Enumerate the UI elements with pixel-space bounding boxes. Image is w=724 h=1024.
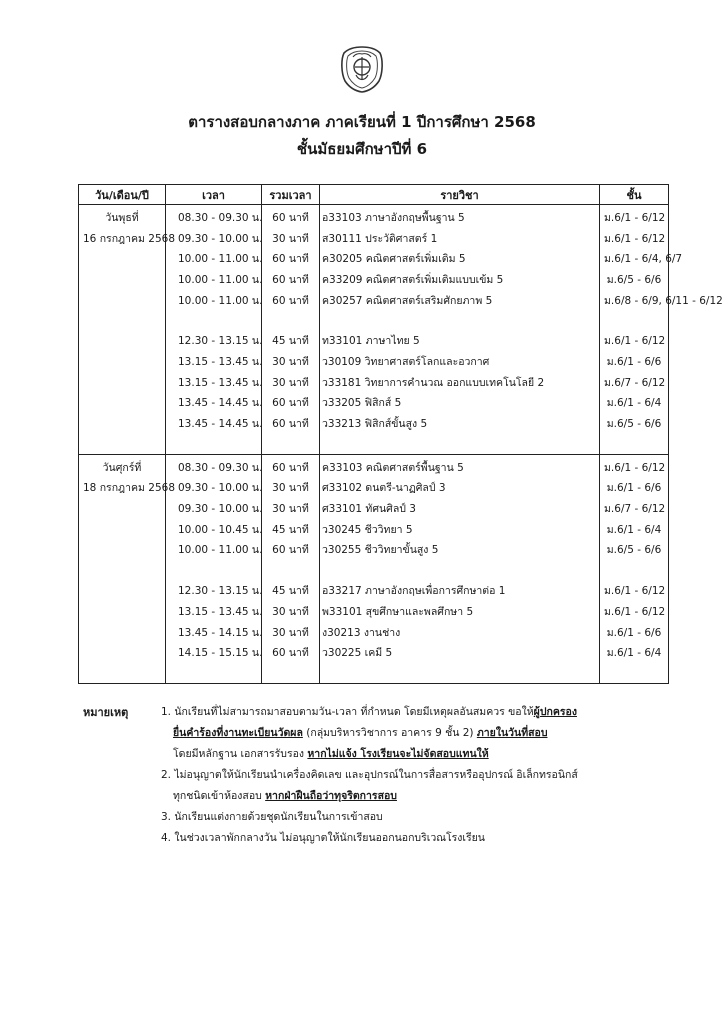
subject-cell: ว33213 ฟิสิกส์ขั้นสูง 5 [320,413,600,434]
time-cell: 09.30 - 10.00 น. [166,228,262,249]
subject-cell: อ33217 ภาษาอังกฤษเพื่อการศึกษาต่อ 1 [320,580,600,601]
subject-cell: ว33181 วิทยาการคำนวณ ออกแบบเทคโนโลยี 2 [320,372,600,393]
duration-cell: 30 นาที [262,622,320,643]
grade-subtitle: ชั้นมัธยมศึกษาปีที่ 6 [296,140,428,158]
time-cell: 13.15 - 13.45 น. [166,372,262,393]
notes-label: หมายเหตุ [83,706,129,719]
class-cell: ม.6/1 - 6/4 [600,642,669,663]
note-item [161,702,681,723]
time-cell: 10.00 - 11.00 น. [166,540,262,561]
time-cell: 10.00 - 11.00 น. [166,290,262,311]
class-cell: ม.6/1 - 6/12 [600,601,669,622]
duration-cell: 30 นาที [262,478,320,499]
table-row [79,519,669,540]
subject-cell: ว30255 ชีววิทยาขั้นสูง 5 [320,540,600,561]
note-text: 2. ไม่อนุญาตให้นักเรียนนำเครื่องคิดเลข และอุปกรณ์ในการสื่อสารหรืออุปกรณ์ อิเล็กทรอนิกส์ [161,769,578,781]
table-header-row [79,185,669,205]
duration-cell: 45 นาที [262,580,320,601]
duration-cell: 30 นาที [262,601,320,622]
table-row [79,290,669,311]
header-class: ชั้น [600,185,669,205]
subject-cell: ง30213 งานช่าง [320,622,600,643]
duration-cell: 30 นาที [262,228,320,249]
duration-cell: 60 นาที [262,290,320,311]
table-row [79,622,669,643]
subject-cell: ส30111 ประวัติศาสตร์ 1 [320,228,600,249]
time-cell: 13.15 - 13.45 น. [166,351,262,372]
table-row [79,580,669,601]
table-row [79,478,669,499]
duration-cell: 60 นาที [262,269,320,290]
class-cell: ม.6/5 - 6/6 [600,413,669,434]
subject-cell: ค33209 คณิตศาสตร์เพิ่มเติมแบบเข้ม 5 [320,269,600,290]
duration-cell: 60 นาที [262,393,320,414]
note-emphasis: ผู้ปกครอง [533,706,577,718]
table-row [79,642,669,663]
class-cell: ม.6/5 - 6/6 [600,269,669,290]
class-cell: ม.6/1 - 6/4 [600,393,669,414]
subject-cell: ท33101 ภาษาไทย 5 [320,330,600,351]
note-emphasis: หากฝ่าฝืนถือว่าทุจริตการสอบ [265,790,397,802]
class-cell: ม.6/1 - 6/12 [600,205,669,228]
time-cell: 08.30 - 09.30 น. [166,454,262,477]
subject-cell: ศ33101 ทัศนศิลป์ 3 [320,498,600,519]
note-item: 4. ในช่วงเวลาพักกลางวัน ไม่อนุญาตให้นักเรียนออกนอกบริเวณโรงเรียน [161,832,485,844]
note-text: โดยมีหลักฐาน เอกสารรับรอง [173,748,308,760]
time-cell: 10.00 - 10.45 น. [166,519,262,540]
subject-cell: ว33205 ฟิสิกส์ 5 [320,393,600,414]
table-row [79,228,669,249]
duration-cell: 45 นาที [262,519,320,540]
duration-cell: 60 นาที [262,540,320,561]
note-item: 3. นักเรียนแต่งกายด้วยชุดนักเรียนในการเข้าสอบ [161,811,383,823]
subject-cell: ศ33102 ดนตรี-นาฏศิลป์ 3 [320,478,600,499]
subject-cell: ค30205 คณิตศาสตร์เพิ่มเติม 5 [320,248,600,269]
day-label: วันพุธที่ [79,205,166,228]
duration-cell: 60 นาที [262,642,320,663]
class-cell: ม.6/1 - 6/12 [600,454,669,477]
duration-cell: 30 นาที [262,372,320,393]
time-cell: 10.00 - 11.00 น. [166,248,262,269]
day-date: 18 กรกฎาคม 2568 [79,478,166,499]
time-cell: 09.30 - 10.00 น. [166,498,262,519]
duration-cell: 45 นาที [262,330,320,351]
table-row [79,454,669,477]
spacer-row [79,310,669,330]
school-emblem [339,45,385,93]
time-cell: 09.30 - 10.00 น. [166,478,262,499]
table-row [79,413,669,434]
duration-cell: 60 นาที [262,454,320,477]
notes-list [161,702,681,849]
table-row [79,601,669,622]
time-cell: 12.30 - 13.15 น. [166,580,262,601]
exam-title: ตารางสอบกลางภาค ภาคเรียนที่ 1 ปีการศึกษา 2568 [188,113,536,131]
time-cell: 13.45 - 14.45 น. [166,393,262,414]
spacer-row [79,434,669,455]
class-cell: ม.6/1 - 6/12 [600,580,669,601]
header-duration: รวมเวลา [262,185,320,205]
note-text: ทุกชนิดเข้าห้องสอบ [173,790,266,802]
subject-cell: ว30225 เคมี 5 [320,642,600,663]
time-cell: 13.45 - 14.45 น. [166,413,262,434]
header-time: เวลา [166,185,262,205]
time-cell: 14.15 - 15.15 น. [166,642,262,663]
note-text: 1. นักเรียนที่ไม่สามารถมาสอบตามวัน-เวลา ที่กำหนด โดยมีเหตุผลอันสมควร ขอให้ [161,706,534,718]
spacer-row [79,560,669,580]
table-row [79,330,669,351]
table-row [79,269,669,290]
note-emphasis: ยื่นคำร้องที่งานทะเบียนวัดผล [173,727,303,739]
subject-cell: ค33103 คณิตศาสตร์พื้นฐาน 5 [320,454,600,477]
table-row [79,372,669,393]
class-cell: ม.6/1 - 6/4, 6/7 [600,248,669,269]
class-cell: ม.6/1 - 6/12 [600,228,669,249]
time-cell: 08.30 - 09.30 น. [166,205,262,228]
note-item [161,744,681,765]
spacer-row [79,663,669,684]
subject-cell: อ33103 ภาษาอังกฤษพื้นฐาน 5 [320,205,600,228]
time-cell: 13.15 - 13.45 น. [166,601,262,622]
note-emphasis: ภายในวันที่สอบ [476,727,548,739]
class-cell: ม.6/1 - 6/4 [600,519,669,540]
time-cell: 13.45 - 14.15 น. [166,622,262,643]
class-cell: ม.6/1 - 6/6 [600,478,669,499]
note-item [161,765,681,786]
exam-schedule-table [78,184,723,684]
note-emphasis: หากไม่แจ้ง โรงเรียนจะไม่จัดสอบแทนให้ [307,748,489,760]
duration-cell: 60 นาที [262,413,320,434]
header-day: วัน/เดือน/ปี [79,185,166,205]
duration-cell: 60 นาที [262,205,320,228]
duration-cell: 30 นาที [262,498,320,519]
subject-cell: ว30109 วิทยาศาสตร์โลกและอวกาศ [320,351,600,372]
table-row [79,540,669,561]
duration-cell: 30 นาที [262,351,320,372]
table-row [79,205,669,228]
header-subject: รายวิชา [320,185,600,205]
duration-cell: 60 นาที [262,248,320,269]
class-cell: ม.6/1 - 6/6 [600,351,669,372]
table-row [79,248,669,269]
class-cell: ม.6/7 - 6/12 [600,498,669,519]
note-text: (กลุ่มบริหารวิชาการ อาคาร 9 ชั้น 2) [302,727,477,739]
subject-cell: ว30245 ชีววิทยา 5 [320,519,600,540]
subject-cell: พ33101 สุขศึกษาและพลศึกษา 5 [320,601,600,622]
day-date: 16 กรกฎาคม 2568 [79,228,166,249]
class-cell: ม.6/8 - 6/9, 6/11 - 6/12 [600,290,669,311]
note-item [161,723,681,744]
table-row [79,393,669,414]
time-cell: 10.00 - 11.00 น. [166,269,262,290]
class-cell: ม.6/5 - 6/6 [600,540,669,561]
time-cell: 12.30 - 13.15 น. [166,330,262,351]
class-cell: ม.6/1 - 6/6 [600,622,669,643]
class-cell: ม.6/1 - 6/12 [600,330,669,351]
subject-cell: ค30257 คณิตศาสตร์เสริมศักยภาพ 5 [320,290,600,311]
day-label: วันศุกร์ที่ [79,454,166,477]
note-item [161,786,681,807]
class-cell: ม.6/7 - 6/12 [600,372,669,393]
table-row [79,351,669,372]
table-row [79,498,669,519]
